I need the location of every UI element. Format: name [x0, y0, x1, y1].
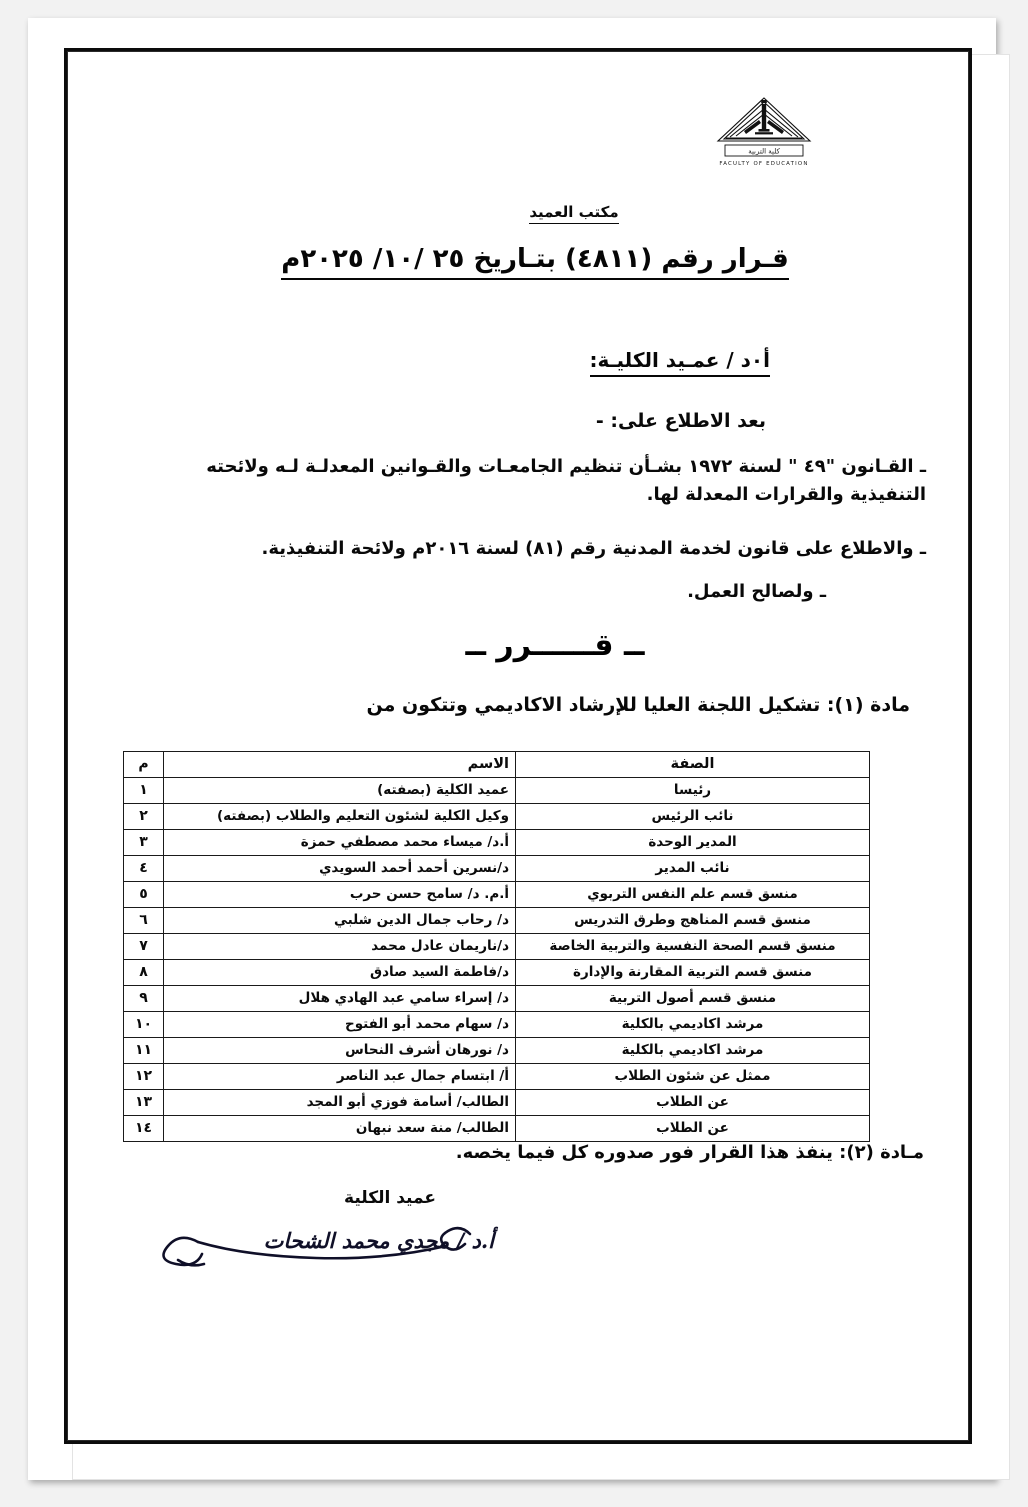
decree-title — [64, 244, 966, 274]
article-one-text: مادة (١): تشكيل اللجنة العليا للإرشاد الاكاديمي وتتكون من — [366, 694, 910, 716]
dean-address-text: أ٠د / عمـيد الكليـة: — [590, 348, 770, 377]
cell-role: نائب الرئيس — [516, 804, 870, 830]
article-two-text: مـادة (٢): ينفذ هذا القرار فور صدوره كل فيما يخصه. — [455, 1142, 924, 1163]
table-header-row — [124, 752, 870, 778]
cell-name: وكيل الكلية لشئون التعليم والطلاب (بصفته) — [164, 804, 516, 830]
svg-text:كلية التربية: كلية التربية — [748, 147, 780, 156]
cell-name: د/ سهام محمد أبو الفتوح — [164, 1012, 516, 1038]
document-content — [64, 48, 966, 1438]
cell-role: عن الطلاب — [516, 1116, 870, 1142]
cell-role: المدير الوحدة — [516, 830, 870, 856]
cell-num: ٢ — [124, 804, 164, 830]
office-label-text: مكتب العميد — [529, 203, 618, 224]
decided-heading: ــ قــــــرر ــ — [465, 628, 645, 663]
committee-table-container — [124, 751, 870, 1142]
table-row — [124, 1038, 870, 1064]
cell-role: مرشد اكاديمي بالكلية — [516, 1012, 870, 1038]
cell-num: ١٤ — [124, 1116, 164, 1142]
cell-name: د/فاطمة السيد صادق — [164, 960, 516, 986]
cell-role: نائب المدير — [516, 856, 870, 882]
table-row — [124, 778, 870, 804]
cell-name: د/ نورهان أشرف النحاس — [164, 1038, 516, 1064]
cell-name: أ.د/ ميساء محمد مصطفي حمزة — [164, 830, 516, 856]
signature-title: عميد الكلية — [344, 1188, 436, 1208]
table-row — [124, 1090, 870, 1116]
table-row — [124, 1064, 870, 1090]
cell-num: ١٢ — [124, 1064, 164, 1090]
table-row — [124, 960, 870, 986]
column-header-name: الاسم — [164, 752, 516, 778]
signature-block — [134, 1188, 494, 1298]
column-header-role: الصفة — [516, 752, 870, 778]
cell-role: مرشد اكاديمي بالكلية — [516, 1038, 870, 1064]
cell-role: منسق قسم الصحة النفسية والتربية الخاصة — [516, 934, 870, 960]
faculty-of-education-crest-icon — [710, 93, 818, 171]
after-review-label: بعد الاطلاع على: - — [595, 410, 766, 432]
cell-role: ممثل عن شئون الطلاب — [516, 1064, 870, 1090]
cell-role: رئيسا — [516, 778, 870, 804]
cell-num: ١١ — [124, 1038, 164, 1064]
table-row — [124, 856, 870, 882]
committee-table-body — [124, 778, 870, 1142]
cell-role: منسق قسم المناهج وطرق التدريس — [516, 908, 870, 934]
cell-num: ٨ — [124, 960, 164, 986]
dean-address — [64, 348, 966, 372]
cell-num: ٤ — [124, 856, 164, 882]
clause-law-49: ـ القـانون "٤٩ " لسنة ١٩٧٢ بشـأن تنظيم الجامعـات والقـوانين المعدلـة لـه ولائحته التنفيذية والقرارات المعدلة لها. — [206, 456, 926, 505]
table-row — [124, 830, 870, 856]
table-row — [124, 986, 870, 1012]
office-label — [64, 203, 966, 221]
committee-table — [123, 751, 870, 1142]
cell-num: ١ — [124, 778, 164, 804]
cell-name: د/ رحاب جمال الدين شلبي — [164, 908, 516, 934]
table-row — [124, 1116, 870, 1142]
decree-title-text: قـرار رقم (٤٨١١) بتـاريخ ٢٥ /١٠/ ٢٠٢٥م — [281, 244, 788, 280]
cell-role: منسق قسم علم النفس التربوي — [516, 882, 870, 908]
clause-work-interest: ـ ولصالح العمل. — [687, 581, 826, 602]
signature-name: أ.د / مجدي محمد الشحات — [263, 1228, 494, 1253]
table-row — [124, 1012, 870, 1038]
cell-name: د/ناريمان عادل محمد — [164, 934, 516, 960]
cell-num: ٧ — [124, 934, 164, 960]
cell-role: منسق قسم أصول التربية — [516, 986, 870, 1012]
svg-text:FACULTY OF EDUCATION: FACULTY OF EDUCATION — [719, 161, 809, 167]
cell-name: د/ إسراء سامي عبد الهادي هلال — [164, 986, 516, 1012]
column-header-num: م — [124, 752, 164, 778]
table-row — [124, 934, 870, 960]
cell-name: الطالب/ أسامة فوزي أبو المجد — [164, 1090, 516, 1116]
cell-name: أ/ ابتسام جمال عبد الناصر — [164, 1064, 516, 1090]
cell-name: أ.م. د/ سامح حسن حرب — [164, 882, 516, 908]
cell-name: الطالب/ منة سعد نبهان — [164, 1116, 516, 1142]
cell-num: ٥ — [124, 882, 164, 908]
cell-name: د/نسرين أحمد أحمد السويدي — [164, 856, 516, 882]
table-row — [124, 908, 870, 934]
cell-num: ٣ — [124, 830, 164, 856]
clause-civil-service-law: ـ والاطلاع على قانون لخدمة المدنية رقم (٨١) لسنة ٢٠١٦م ولائحة التنفيذية. — [261, 538, 926, 559]
cell-role: منسق قسم التربية المقارنة والإدارة — [516, 960, 870, 986]
table-row — [124, 882, 870, 908]
cell-name: عميد الكلية (بصفته) — [164, 778, 516, 804]
cell-num: ٦ — [124, 908, 164, 934]
cell-num: ٩ — [124, 986, 164, 1012]
table-row — [124, 804, 870, 830]
cell-num: ١٣ — [124, 1090, 164, 1116]
cell-role: عن الطلاب — [516, 1090, 870, 1116]
cell-num: ١٠ — [124, 1012, 164, 1038]
